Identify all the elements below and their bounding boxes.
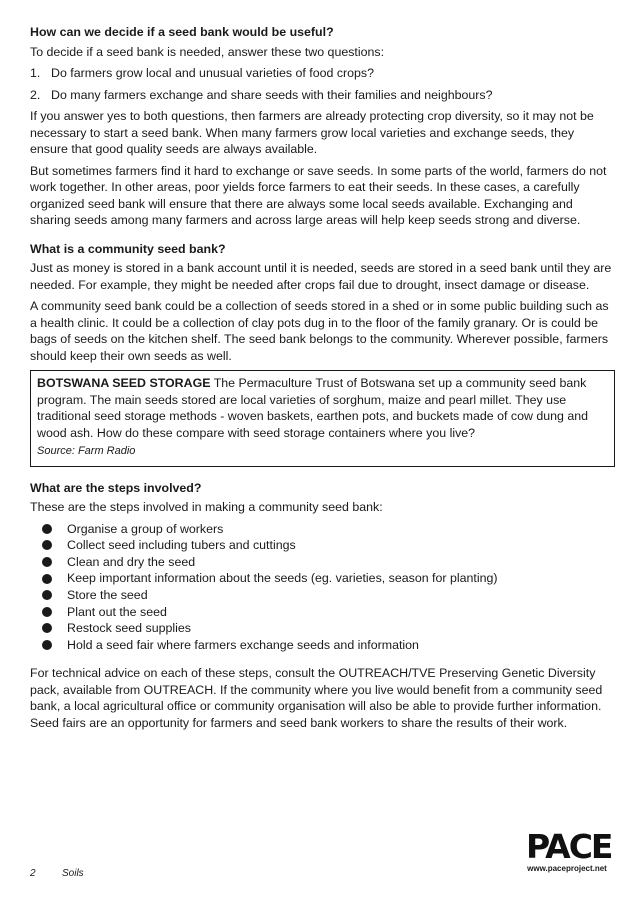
paragraph: If you answer yes to both questions, then farmers are already protecting crop diversity, so it may not be necessary to start a seed bank. When many farmers grow local varieties and exchange seeds, they ensure that good quality seeds are always available. [30, 109, 594, 156]
section-name: Soils [62, 868, 84, 879]
list-item [30, 620, 615, 637]
paragraph: A community seed bank could be a collection of seeds stored in a shed or in some public building such as a health clinic. It could be a collection of clay pots dug in to the floor of the family granary. Or is could be bags of seeds on the kitchen shelf. The seed bank belongs to the community. Wherever possible, farmers should keep their own seeds as well. [30, 299, 609, 363]
botswana-info-box [30, 370, 615, 467]
question-text: Do farmers grow local and unusual varieties of food crops? [51, 66, 375, 80]
bullet-icon [42, 623, 52, 633]
step-text: Plant out the seed [67, 604, 167, 619]
bullet-icon [42, 607, 52, 617]
bullet-icon [42, 524, 52, 534]
pace-logo [526, 827, 612, 874]
website-url: www.paceproject.net [527, 864, 607, 873]
heading-steps: What are the steps involved? [30, 480, 202, 495]
list-item [30, 537, 615, 554]
intro-text: These are the steps involved in making a community seed bank: [30, 500, 383, 514]
bullet-icon [42, 557, 52, 567]
list-item [30, 603, 615, 620]
step-text: Hold a seed fair where farmers exchange seeds and information [67, 637, 419, 652]
logo-mark: PACE [526, 827, 612, 866]
box-source: Source: Farm Radio [37, 445, 136, 457]
bullet-icon [42, 590, 52, 600]
steps-list [30, 521, 615, 654]
paragraph: But sometimes farmers find it hard to exchange or save seeds. In some parts of the world, farmers do not work together. In other areas, poor yields force farmers to eat their seeds. In these cases, a carefully organized seed bank will ensure that there are always some local seeds available. Exchanging and sharing seeds among many farmers and across large areas will help keep seeds strong and diverse. [30, 163, 607, 227]
box-title: BOTSWANA SEED STORAGE [37, 376, 211, 390]
question-text: Do many farmers exchange and share seeds with their families and neighbours? [51, 87, 493, 102]
step-text: Restock seed supplies [67, 621, 191, 636]
page-content [30, 24, 615, 736]
box-text: The Permaculture Trust of Botswana set up a community seed bank program. The main seeds stored are local varieties of sorghum, maize and pearl millet. They use traditional seed storage methods - woven baskets, earthen pots, and buckets made of cow dung and wood ash. How do these compare with seed storage containers where you live? [37, 376, 589, 440]
question-number: 2. [30, 87, 41, 102]
list-item [30, 637, 615, 654]
step-text: Keep important information about the seeds (eg. varieties, season for planting) [67, 571, 498, 586]
step-text: Store the seed [67, 587, 148, 602]
bullet-icon [42, 540, 52, 550]
step-text: Collect seed including tubers and cuttings [67, 538, 296, 553]
bullet-icon [42, 640, 52, 650]
step-text: Clean and dry the seed [67, 554, 196, 569]
box-body [37, 375, 608, 441]
page-footer [30, 826, 612, 886]
list-item [30, 570, 615, 587]
heading-seed-bank-useful: How can we decide if a seed bank would be useful? [30, 25, 334, 39]
heading-community-seed-bank: What is a community seed bank? [30, 241, 226, 256]
list-item [30, 554, 615, 571]
question-item [30, 87, 615, 104]
question-item [30, 65, 615, 82]
step-text: Organise a group of workers [67, 521, 224, 536]
paragraph: For technical advice on each of these steps, consult the OUTREACH/TVE Preserving Genetic Diversity pack, available from OUTREACH. If the community where you live would benefit from a community seed bank, a local agricultural office or community organisation will also be able to provide further information. Seed fairs are an opportunity for farmers and seed bank workers to share the results of their work. [30, 666, 603, 730]
question-number: 1. [30, 66, 41, 80]
intro-text: To decide if a seed bank is needed, answer these two questions: [30, 44, 385, 59]
bullet-icon [42, 574, 52, 584]
list-item [30, 521, 615, 538]
paragraph: Just as money is stored in a bank account until it is needed, seeds are stored in a seed bank until they are needed. For example, they might be needed after crops fail due to drought, insect damage or disease. [30, 261, 612, 292]
page-number: 2 [30, 868, 36, 879]
list-item [30, 587, 615, 604]
